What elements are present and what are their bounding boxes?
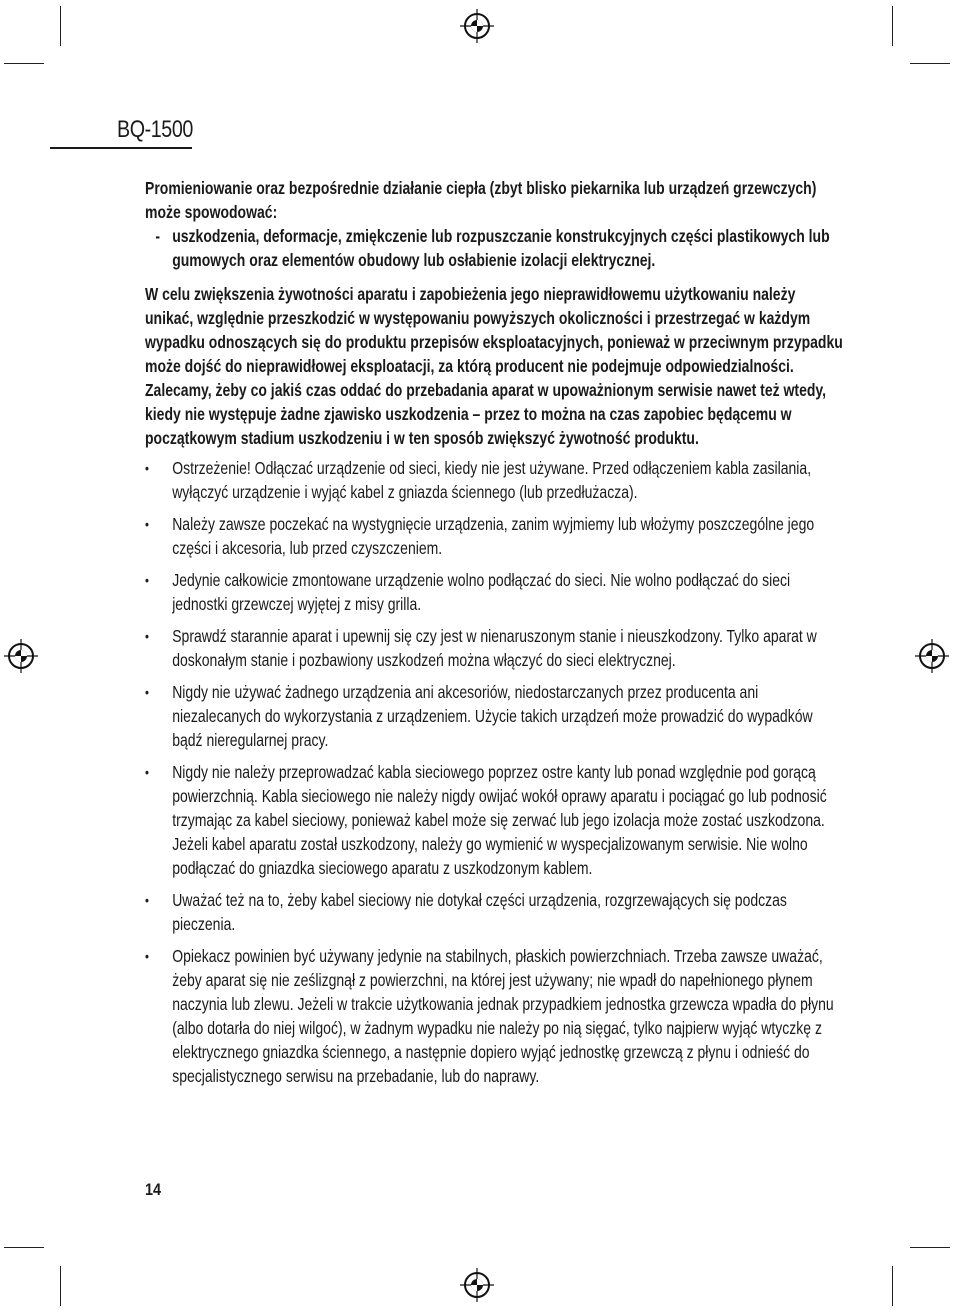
intro-paragraph: Promieniowanie oraz bezpośrednie działanie ciepła (zbyt blisko piekarnika lub urządzeń grzewczych) może spowodować: bbox=[145, 178, 817, 222]
crop-mark-top-right-v bbox=[892, 6, 893, 46]
bullet-marker: • bbox=[145, 892, 149, 908]
crop-mark-top-right-h bbox=[910, 63, 950, 64]
bullet-list bbox=[145, 456, 845, 1088]
list-item-text: Nigdy nie używać żadnego urządzenia ani akcesoriów, niedostarczanych przez producenta ani niezalecanych do wykorzystania z urządzeniem. Użycie takich urządzeń może prowadzić do wypadków bądź nieregularnej pracy. bbox=[172, 682, 813, 750]
model-title: BQ-1500 bbox=[117, 116, 193, 143]
list-item bbox=[145, 760, 845, 880]
list-item-text: Jedynie całkowicie zmontowane urządzenie wolno podłączać do sieci. Nie wolno podłączać do sieci jednostki grzewczej wyjętej z misy grilla. bbox=[172, 570, 791, 614]
list-item bbox=[145, 624, 845, 672]
list-item-text: Nigdy nie należy przeprowadzać kabla sieciowego poprzez ostre kanty lub ponad względnie pod gorącą powierzchnią. Kabla sieciowego nie należy nigdy owijać wokół oprawy aparatu i pociągać go lub podnosić trzymając za kabel sieciowy, ponieważ kabel może się zerwać lub jego izolacja może zostać uszkodzona. Jeżeli kabel aparatu został uszkodzony, należy go wymienić w wyspecjalizowanym serwisie. Nie wolno podłączać do gniazdka sieciowego aparatu z uszkodzonym kablem. bbox=[172, 762, 827, 878]
bullet-marker: • bbox=[145, 516, 149, 532]
bullet-marker: • bbox=[145, 684, 149, 700]
list-item-text: Uważać też na to, żeby kabel sieciowy nie dotykał części urządzenia, rozgrzewających się podczas pieczenia. bbox=[172, 890, 787, 934]
list-item bbox=[145, 680, 845, 752]
registration-mark-icon bbox=[4, 639, 38, 673]
content-column bbox=[145, 176, 845, 1088]
crop-mark-top-left-h bbox=[4, 63, 44, 64]
list-item bbox=[145, 888, 845, 936]
crop-mark-bottom-right-h bbox=[910, 1247, 950, 1248]
list-item bbox=[145, 568, 845, 616]
crop-mark-bottom-right-v bbox=[892, 1266, 893, 1306]
dash-item-text: uszkodzenia, deformacje, zmiękczenie lub rozpuszczanie konstrukcyjnych części plastikowych lub gumowych oraz elementów obudowy lub osłabienie izolacji elektrycznej. bbox=[172, 226, 830, 270]
registration-mark-icon bbox=[460, 1268, 494, 1302]
list-item-text: Ostrzeżenie! Odłączać urządzenie od sieci, kiedy nie jest używane. Przed odłączeniem kabla zasilania, wyłączyć urządzenie i wyjąć kabel z gniazda ściennego (lub przedłużacza). bbox=[172, 458, 812, 502]
crop-mark-bottom-left-v bbox=[60, 1266, 61, 1306]
bullet-marker: • bbox=[145, 460, 149, 476]
list-item bbox=[145, 456, 845, 504]
list-item-text: Opiekacz powinien być używany jedynie na stabilnych, płaskich powierzchniach. Trzeba zawsze uważać, żeby aparat się nie ześlizgnął z powierzchni, na której jest używany; nie wpadł do napełnionego płynem naczynia lub zlewu. Jeżeli w trakcie użytkowania jednak przypadkiem jednostka grzewcza wpadła do płynu (albo dotarła do niej wilgoć), w żadnym wypadku nie należy po nią sięgać, tylko najpierw wyjąć wtyczkę z elektrycznego gniazdka ściennego, a następnie dopiero wyjąć jednostkę grzewczą z płynu i odnieść do specjalistycznego serwisu na przebadanie, lub do naprawy. bbox=[172, 946, 834, 1086]
registration-mark-icon bbox=[915, 639, 949, 673]
bullet-marker: • bbox=[145, 628, 149, 644]
warning-paragraph: W celu zwiększenia żywotności aparatu i zapobieżenia jego nieprawidłowemu użytkowaniu należy unikać, względnie przeszkodzić w występowaniu powyższych okoliczności i przestrzegać w każdym wypadku odnoszących się do produktu przepisów eksploatacyjnych, ponieważ w przeciwnym przypadku może dojść do nieprawidłowej eksploatacji, za którą producent nie podejmuje odpowiedzialności. Zalecamy, żeby co jakiś czas oddać do przebadania aparat w upoważnionym serwisie nawet też wtedy, kiedy nie występuje żadne zjawisko uszkodzenia – przez to można na czas zapobiec będącemu w początkowym stadium uszkodzeniu i w ten sposób zwiększyć żywotność produktu. bbox=[145, 284, 843, 448]
list-item bbox=[145, 512, 845, 560]
page-content bbox=[145, 176, 845, 1096]
list-item-text: Sprawdź starannie aparat i upewnij się czy jest w nienaruszonym stanie i nieuszkodzony. Tylko aparat w doskonałym stanie i pozbawiony uszkodzeń można włączyć do sieci elektrycznej. bbox=[172, 626, 817, 670]
list-item-text: Należy zawsze poczekać na wystygnięcie urządzenia, zanim wyjmiemy lub włożymy poszczególne jego części i akcesoria, lub przed czyszczeniem. bbox=[172, 514, 815, 558]
crop-mark-bottom-left-h bbox=[4, 1247, 44, 1248]
title-underline bbox=[50, 147, 192, 149]
dash-marker: - bbox=[155, 226, 161, 246]
bullet-marker: • bbox=[145, 948, 149, 964]
page-number: 14 bbox=[145, 1180, 162, 1199]
registration-mark-icon bbox=[460, 9, 494, 43]
crop-mark-top-left-v bbox=[60, 6, 61, 46]
bullet-marker: • bbox=[145, 572, 149, 588]
bullet-marker: • bbox=[145, 764, 149, 780]
list-item bbox=[145, 944, 845, 1088]
dash-list-item bbox=[145, 224, 845, 272]
